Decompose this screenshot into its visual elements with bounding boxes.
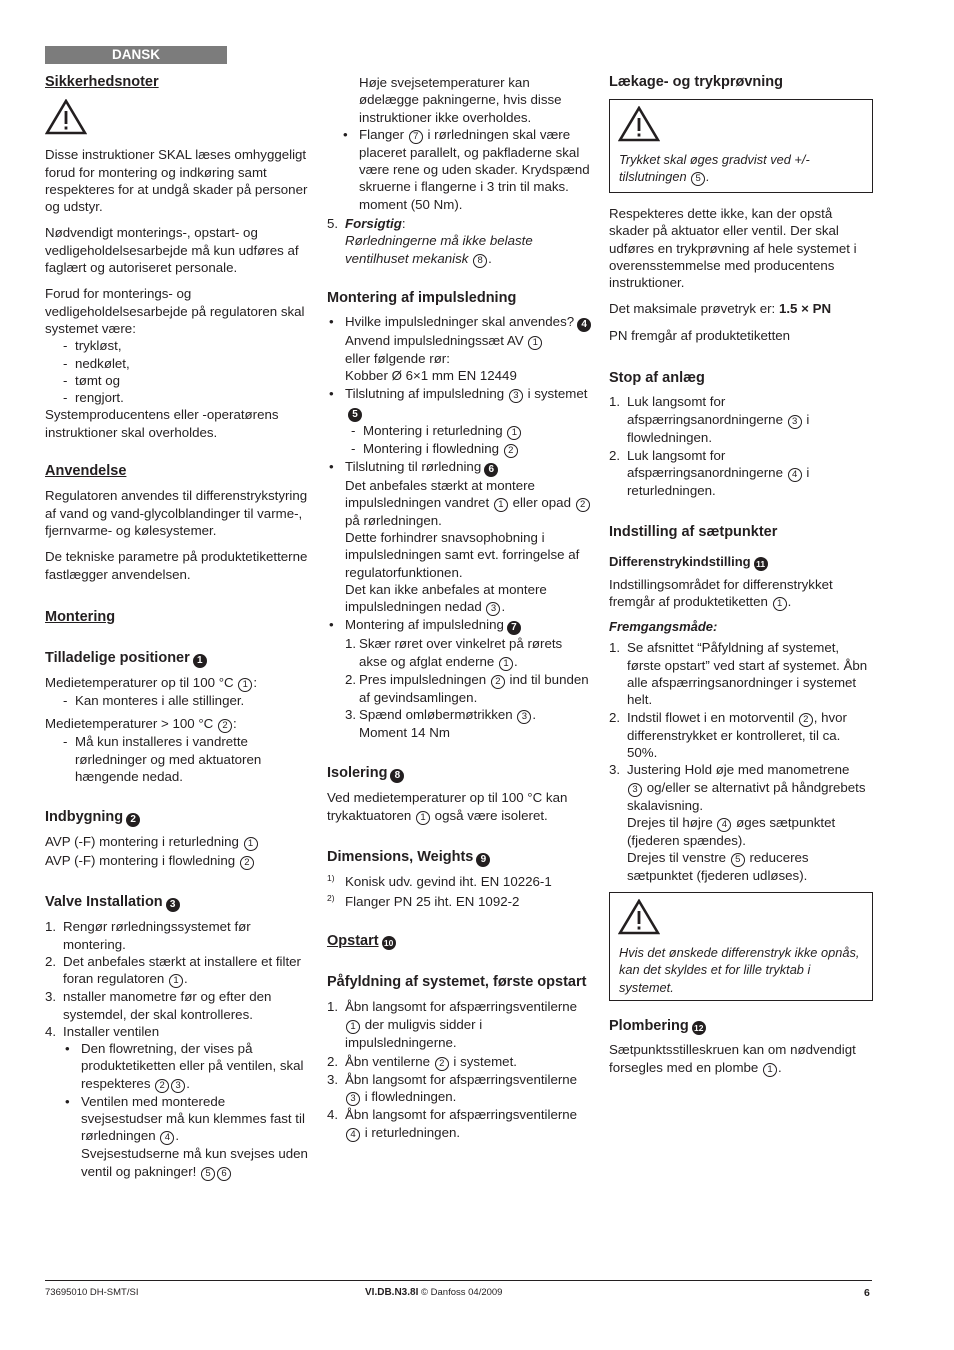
language-label: DANSK: [45, 46, 227, 64]
list-item: 1. Skær røret over vinkelret på rørets akse og afglat enderne 1 .: [345, 636, 563, 669]
safety-paragraph-4: Systemproducentens eller -operatørens instruktioner skal overholdes.: [45, 407, 279, 440]
column-2: [327, 74, 592, 1142]
section-title-stop: Stop af anlæg: [609, 370, 705, 387]
warning-icon: [618, 899, 660, 935]
list-item: • Ventilen med monterede svejsestudser må kun klemmes fast til rørledningen 4 . Svejsestudserne må kun svejses uden ventil og pakninger! 5 6: [63, 1093, 310, 1181]
footer-divider: [45, 1280, 872, 1281]
warning-text: Trykket skal øges gradvist ved +/- tilslutningen 5 .: [619, 152, 810, 185]
safety-paragraph-1: Disse instruktioner SKAL læses omhyggeligt forud for montering og indkøring samt respekteres for at undgå skader på personer og udstyr.: [45, 147, 308, 215]
figure-ref-badge: 1: [193, 654, 207, 668]
warning-text: Hvis det ønskede differenstryk ikke opnås, kan det skyldes et for lille tryktab i systemet.: [619, 945, 860, 995]
list-item: 1. Luk langsomt for afspærringsanordningerne 3 i flowledningen.: [609, 394, 810, 445]
section-title-valve: Valve Installation 3: [45, 894, 310, 912]
list-item: - rengjort.: [57, 389, 310, 406]
footer-doc-id: 73695010 DH-SMT/SI: [45, 1287, 139, 1298]
column-3-bottom: [609, 1018, 874, 1077]
list-item: 1. Se afsnittet “Påfyldning af systemet, første opstart” ved start af systemet. Åbn alle afspærringsanordninger i systemet helt.: [609, 640, 868, 708]
section-title-setpoints: Indstilling af sætpunkter: [609, 523, 778, 540]
footer-code: VI.DB.N3.8I © Danfoss 04/2009: [365, 1287, 503, 1298]
list-item: 2. Åbn ventilerne 2 i systemet.: [327, 1054, 517, 1070]
list-item: • Montering af impulsledning 7: [327, 616, 592, 635]
use-paragraph-1: Regulatoren anvendes til differenstrykstyring af vand og vand-glycolblandinger til varme-, fjernvarme- og kølesystemer.: [45, 488, 308, 538]
diff-paragraph: Indstillingsområdet for differenstrykket fremgår af produktetiketten 1 .: [609, 576, 833, 610]
warning-box-pressure: [609, 99, 873, 193]
list-item: 2. Luk langsomt for afspærringsanordningerne 4 i returledningen.: [609, 447, 810, 499]
section-title-mount: Montering: [45, 608, 116, 625]
section-title-insulation: Isolering 8: [327, 765, 592, 783]
list-item: 4. Installer ventilen: [45, 1023, 160, 1039]
section-title-build: Indbygning 2: [45, 809, 310, 827]
warning-icon: [618, 106, 660, 142]
list-item: 3. Åbn langsomt for afspærringsventilerne 3 i flowledningen.: [327, 1072, 578, 1105]
list-item: • Den flowretning, der vises på produktetiketten eller på ventilen, skal respekteres 2 3 .: [63, 1040, 310, 1093]
section-title-safety: Sikkerhedsnoter: [45, 74, 159, 90]
section-title-positions: Tilladelige positioner 1: [45, 650, 310, 668]
list-item: 3. Justering Hold øje med manometrene 3 og/eller se alternativt på håndgrebets skalavisning. Drejes til højre 4 øges sætpunktet (fjederen spændes). Drejes til venstre 5 reduceres sætpunktet (fjederen udløses).: [609, 762, 866, 884]
procedure-title: Fremgangsmåde:: [609, 619, 718, 635]
warning-icon: [45, 99, 87, 135]
section-title-seal: Plombering 12: [609, 1018, 874, 1035]
list-item: - trykløst,: [57, 337, 310, 354]
column-3-lower: [609, 205, 874, 884]
positions-paragraph-2: Medietemperaturer > 100 °C 2 :: [45, 716, 237, 732]
list-item: 1. Åbn langsomt for afspærringsventilerne 1 der muligvis sidder i impulsledningerne.: [327, 999, 578, 1050]
list-item: - Montering i flowledning 2: [345, 440, 592, 458]
seal-paragraph: Sætpunktsstilleskruen kan om nødvendigt forsegles med en plombe 1 .: [609, 1042, 856, 1075]
list-item: 3. Spænd omløbermøtrikken 3 . Moment 14 Nm: [345, 706, 537, 740]
list-item: 1. Rengør rørledningssystemet før montering.: [45, 919, 251, 952]
list-item: 3. nstaller manometre før og efter den systemdel, der skal kontrolleres.: [45, 989, 272, 1022]
list-item: 2. Det anbefales stærkt at installere et filter foran regulatoren 1 .: [45, 953, 301, 987]
footnote-1: 1) Konisk udv. gevind iht. EN 10226-1: [327, 872, 552, 889]
leak-paragraph-2: Det maksimale prøvetryk er: 1.5 × PN: [609, 301, 832, 317]
safety-paragraph-3: Forud for monterings- og vedligeholdelsesarbejde på regulatoren skal systemet være:: [45, 286, 305, 336]
section-title-impulse: Montering af impulsledning: [327, 289, 517, 306]
section-title-startup: Opstart 10: [327, 933, 592, 950]
list-item: - tømt og: [57, 372, 310, 389]
positions-paragraph-1: Medietemperaturer op til 100 °C 1 :: [45, 675, 258, 691]
section-title-dimensions: Dimensions, Weights 9: [327, 849, 592, 867]
subsection-title-diff: Differenstrykindstilling 11: [609, 553, 874, 571]
list-item: - Kan monteres i alle stillinger.: [57, 692, 310, 709]
list-item: • Tilslutning til rørledning 6 Det anbefales stærkt at montere impulsledningen vandret 1 eller opad 2 på rørledningen. Dette forhindrer snavsophobning i impulsledningen samt evt. forringelse af regulatorfunktionen. Det kan ikke anbefales at montere impulsledningen nedad 3 .: [327, 458, 592, 617]
list-item: - nedkølet,: [57, 355, 310, 372]
weld-warning-text: Høje svejsetemperaturer kan ødelægge pakningerne, hvis disse instruktioner ikke overholdes.: [359, 75, 562, 125]
footnote-2: 2) Flanger PN 25 iht. EN 1092-2: [327, 892, 520, 909]
column-1: [45, 74, 310, 1181]
list-item: • Flanger 7 i rørledningen skal være placeret parallelt, og pakfladerne skal være rene og uden skader. Krydspænd skruerne i flangerne i 3 trin til maks. moment (50 Nm).: [341, 126, 592, 213]
safety-paragraph-2: Nødvendigt monterings-, opstart- og vedligeholdelsesarbejde må kun udføres af faglært og autoriseret personale.: [45, 225, 299, 276]
list-item: 4. Åbn langsomt for afspærringsventilerne 4 i returledningen.: [327, 1107, 578, 1140]
caution-item: 5. Forsigtig: Rørledningerne må ikke belaste ventilhuset mekanisk 8 .: [327, 216, 533, 266]
build-line-2: AVP (-F) montering i flowledning 2: [45, 852, 310, 870]
list-item: • Hvilke impulsledninger skal anvendes? 4 Anvend impulsledningssæt AV 1 eller følgende rør: Kobber Ø 6×1 mm EN 12449: [327, 313, 592, 385]
leak-paragraph-3: PN fremgår af produktetiketten: [609, 327, 791, 343]
section-title-leak: Lækage- og trykprøvning: [609, 74, 784, 90]
column-3: [609, 74, 874, 91]
list-item: - Må kun installeres i vandrette rørledninger og med aktuatoren hængende nedad.: [57, 733, 310, 785]
list-item: 2. Indstil flowet i en motorventil 2 , hvor differenstrykket er kontrolleret, til ca. 50%.: [609, 709, 847, 760]
figure-ref-badge: 3: [166, 898, 180, 912]
use-paragraph-2: De tekniske parametre på produktetiketterne fastlægger anvendelsen.: [45, 549, 308, 582]
warning-box-diff: [609, 892, 873, 1001]
page-number: 6: [864, 1287, 870, 1299]
list-item: • Tilslutning af impulsledning 3 i systemet5: [327, 385, 592, 422]
section-title-filling: Påfyldning af systemet, første opstart: [327, 974, 587, 991]
list-item: 2. Pres impulsledningen 2 ind til bunden af gevindsamlingen.: [345, 671, 589, 705]
insulation-paragraph: Ved medietemperaturer op til 100 °C kan trykaktuatoren 1 også være isoleret.: [327, 790, 568, 823]
leak-paragraph-1: Respekteres dette ikke, kan der opstå skader på aktuator eller ventil. Der skal udføres en trykprøvning af hele systemet i overensstemmelse med producentens instruktioner.: [609, 206, 857, 291]
list-item: - Montering i returledning 1: [345, 422, 592, 440]
section-title-use: Anvendelse: [45, 463, 127, 480]
figure-ref-badge: 2: [126, 813, 140, 827]
build-line-1: AVP (-F) montering i returledning 1: [45, 833, 310, 851]
